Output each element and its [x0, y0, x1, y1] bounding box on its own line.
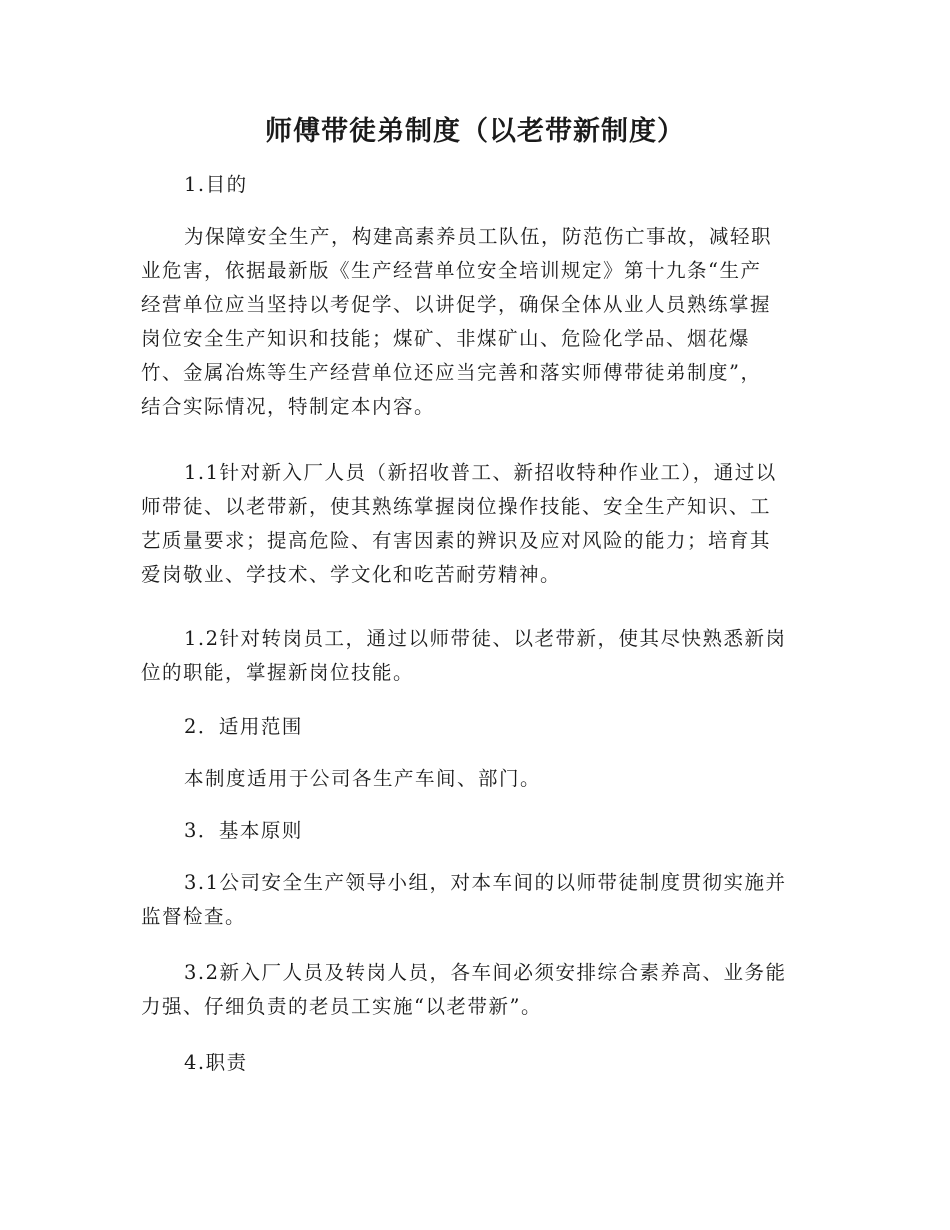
paragraph-line: 3.2新入厂人员及转岗人员，各车间必须安排综合素养高、业务能: [184, 961, 787, 984]
section-1-1-paragraph: [141, 456, 813, 592]
paragraph-line: 竹、金属冶炼等生产经营单位还应当完善和落实师傅带徒弟制度”，: [141, 361, 762, 384]
paragraph-line: 业危害，依据最新版《生产经营单位安全培训规定》第十九条“生产: [141, 259, 762, 282]
paragraph-line: 师带徒、以老带新，使其熟练掌握岗位操作技能、安全生产知识、工: [141, 495, 772, 518]
paragraph-line: 1.2针对转岗员工，通过以师带徒、以老带新，使其尽快熟悉新岗: [184, 627, 787, 650]
paragraph-line: 3.1公司安全生产领导小组，对本车间的以师带徒制度贯彻实施并: [184, 871, 787, 894]
section-3-1-paragraph: [141, 866, 813, 934]
paragraph-line: 结合实际情况，特制定本内容。: [141, 395, 436, 418]
section-1-heading: 1.目的: [184, 173, 248, 196]
paragraph-line: 爱岗敬业、学技术、学文化和吃苦耐劳精神。: [141, 563, 562, 586]
paragraph-line: 1.1针对新入厂人员（新招收普工、新招收特种作业工），通过以: [184, 461, 777, 484]
section-3-2-paragraph: [141, 956, 813, 1024]
paragraph-line: 为保障安全生产，构建高素养员工队伍，防范伤亡事故，减轻职: [184, 225, 773, 248]
section-4-heading: 4.职责: [184, 1051, 248, 1074]
section-1-2-paragraph: [141, 622, 813, 690]
paragraph-line: 艺质量要求；提高危险、有害因素的辨识及应对风险的能力；培育其: [141, 529, 772, 552]
paragraph-line: 力强、仔细负责的老员工实施“以老带新”。: [141, 995, 542, 1018]
section-3-heading: 3．基本原则: [184, 819, 303, 842]
paragraph-line: 岗位安全生产知识和技能；煤矿、非煤矿山、危险化学品、烟花爆: [141, 327, 751, 350]
section-2-paragraph: 本制度适用于公司各生产车间、部门。: [184, 767, 542, 790]
paragraph-line: 监督检查。: [141, 905, 247, 928]
paragraph-line: 位的职能，掌握新岗位技能。: [141, 661, 415, 684]
section-1-paragraph: [141, 220, 813, 424]
section-2-heading: 2．适用范围: [184, 715, 303, 738]
document-title: 师傅带徒弟制度（以老带新制度）: [265, 116, 685, 147]
paragraph-line: 经营单位应当坚持以考促学、以讲促学，确保全体从业人员熟练掌握: [141, 293, 772, 316]
